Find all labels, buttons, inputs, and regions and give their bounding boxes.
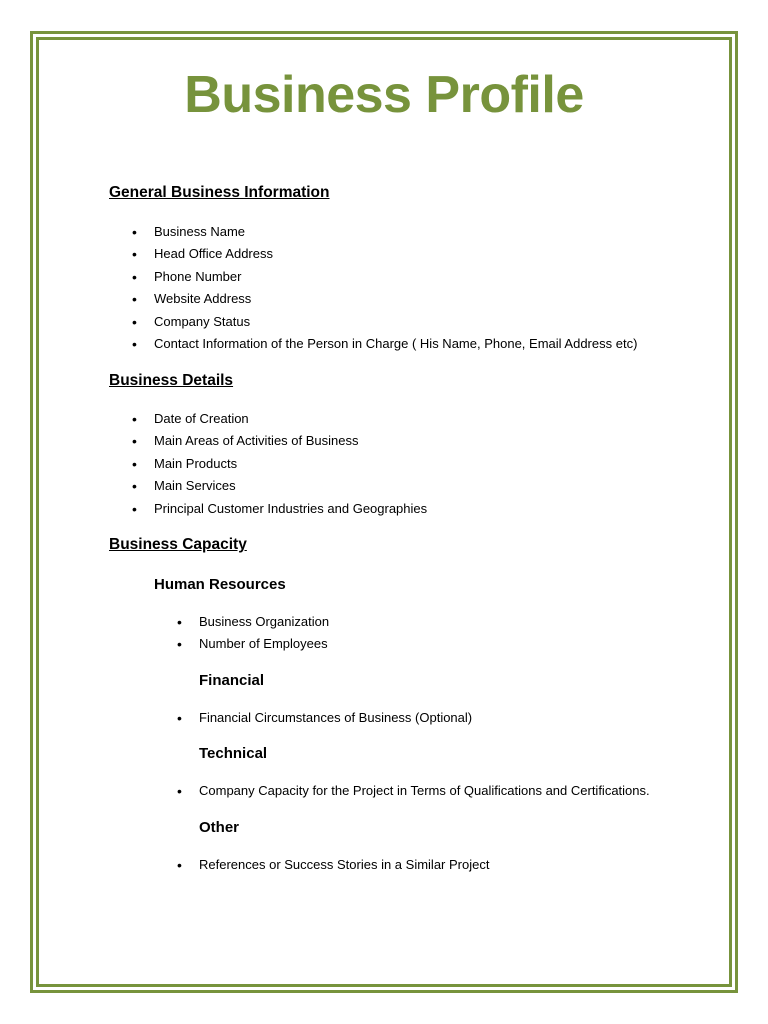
list-item: • Number of Employees <box>199 633 329 655</box>
list-item: • Head Office Address <box>154 243 637 265</box>
list-item: • Phone Number <box>154 266 637 288</box>
list-item: • Principal Customer Industries and Geographies <box>154 498 427 520</box>
human-resources-list <box>199 611 329 656</box>
list-item: • Business Name <box>154 221 637 243</box>
financial-list <box>199 707 472 729</box>
section-heading-general: General Business Information <box>109 184 330 201</box>
list-item: • Main Products <box>154 453 427 475</box>
list-item: • Date of Creation <box>154 408 427 430</box>
list-item: • Main Services <box>154 475 427 497</box>
subheading-human-resources: Human Resources <box>154 576 286 593</box>
list-item: • Company Capacity for the Project in Terms of Qualifications and Certifications. <box>199 780 650 802</box>
list-item: • Contact Information of the Person in Charge ( His Name, Phone, Email Address etc) <box>154 333 637 355</box>
general-info-list <box>154 221 637 355</box>
subheading-financial: Financial <box>199 672 265 689</box>
section-heading-details: Business Details <box>109 372 234 389</box>
other-list <box>199 854 489 876</box>
section-heading-capacity: Business Capacity <box>109 536 247 553</box>
subheading-other: Other <box>199 819 240 836</box>
list-item: • Website Address <box>154 288 637 310</box>
page-title: Business Profile <box>184 66 584 124</box>
list-item: • Main Areas of Activities of Business <box>154 430 427 452</box>
list-item: • Financial Circumstances of Business (Optional) <box>199 707 472 729</box>
list-item: • Company Status <box>154 311 637 333</box>
subheading-technical: Technical <box>199 745 268 762</box>
technical-list <box>199 780 650 802</box>
business-details-list <box>154 408 427 520</box>
list-item: • Business Organization <box>199 611 329 633</box>
list-item: • References or Success Stories in a Similar Project <box>199 854 489 876</box>
